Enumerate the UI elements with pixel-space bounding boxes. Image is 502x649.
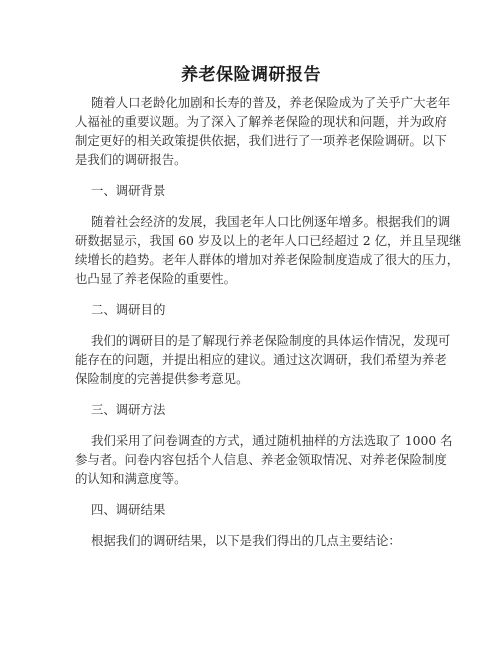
section-heading-purpose: 二、调研目的 (91, 302, 166, 317)
intro-line-1: 随着人口老龄化加剧和长寿的普及，养老保险成为了关乎广大老年 (91, 95, 451, 110)
section-heading-method: 三、调研方法 (91, 402, 166, 417)
section-background-line-3: 续增长的趋势。老年人群体的增加对养老保险制度造成了很大的压力， (75, 252, 460, 267)
section-purpose-line-3: 保险制度的完善提供参考意见。 (75, 371, 249, 386)
section-method-line-2: 参与者。问卷内容包括个人信息、养老金领取情况、对养老保险制度 (75, 452, 447, 467)
section-purpose-line-1: 我们的调研目的是了解现行养老保险制度的具体运作情况，发现可 (91, 333, 451, 348)
intro-line-4: 是我们的调研报告。 (75, 152, 187, 167)
section-background-line-1: 随着社会经济的发展，我国老年人口比例逐年增多。根据我们的调 (91, 214, 451, 229)
section-purpose-line-2: 能存在的问题，并提出相应的建议。通过这次调研，我们希望为养老 (75, 352, 447, 367)
section-heading-results: 四、调研结果 (91, 502, 166, 517)
section-method-line-1: 我们采用了问卷调查的方式，通过随机抽样的方法选取了 1000 名 (91, 433, 453, 448)
section-background-line-4: 也凸显了养老保险的重要性。 (75, 271, 237, 286)
document-title: 养老保险调研报告 (181, 65, 321, 85)
intro-line-2: 人福祉的重要议题。为了深入了解养老保险的现状和问题，并为政府 (75, 114, 447, 129)
section-background-line-2: 研数据显示，我国 60 岁及以上的老年人口已经超过 2 亿，并且呈现继 (75, 233, 462, 248)
section-heading-background: 一、调研背景 (91, 183, 166, 198)
section-results-line-1: 根据我们的调研结果，以下是我们得出的几点主要结论： (91, 533, 401, 548)
intro-line-3: 制定更好的相关政策提供依据，我们进行了一项养老保险调研。以下 (75, 133, 447, 148)
section-method-line-3: 的认知和满意度等。 (75, 471, 187, 486)
